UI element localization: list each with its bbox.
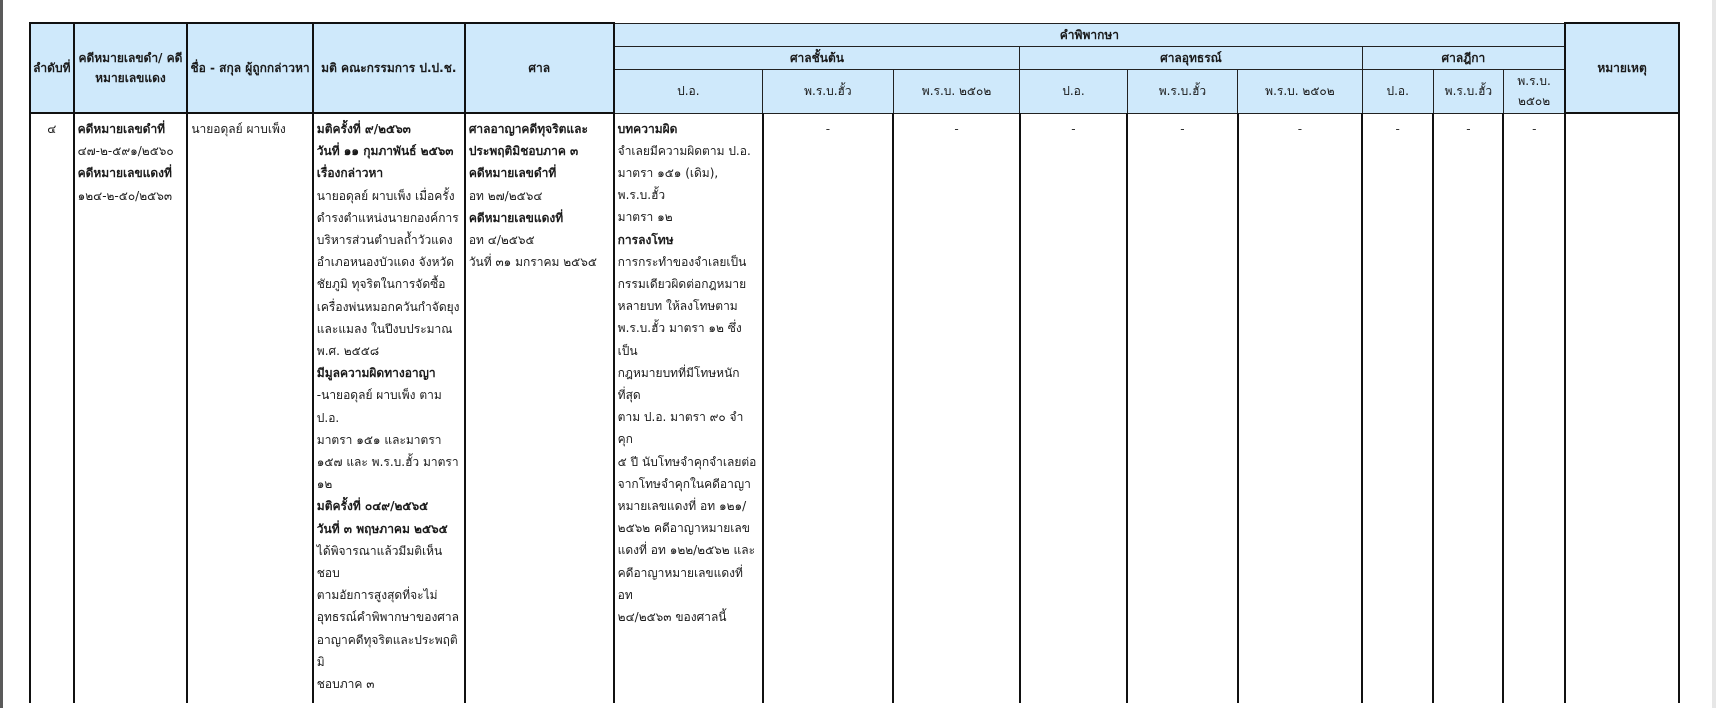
court-red-label: คดีหมายเลขแดงที่ bbox=[468, 210, 564, 225]
header-no: ลำดับที่ bbox=[30, 23, 74, 113]
header-appeal-criminal-code: ป.อ. bbox=[1020, 69, 1127, 113]
header-appeal-bid-act: พ.ร.บ.ฮั้ว bbox=[1127, 69, 1238, 113]
black-case-value: ๔๗-๒-๕๙๑/๒๕๖๐ bbox=[77, 144, 174, 159]
subject-line: พ.ศ. ๒๕๕๘ bbox=[316, 344, 380, 359]
row-case-number bbox=[74, 113, 188, 703]
header-first-act-2502: พ.ร.บ. ๒๕๐๒ bbox=[893, 69, 1020, 113]
court-name-line: ประพฤติมิชอบภาค ๓ bbox=[468, 144, 579, 159]
header-nacc-resolution: มติ คณะกรรมการ ป.ป.ช. bbox=[313, 23, 465, 113]
row-supreme-bid-act: - bbox=[1433, 113, 1503, 703]
subject-line: อำเภอหนองบัวแดง จังหวัด bbox=[316, 255, 455, 270]
row-remark bbox=[1565, 113, 1679, 703]
resolution-2-date: วันที่ ๓ พฤษภาคม ๒๕๖๕ bbox=[316, 521, 448, 536]
penalty-line: ๕ ปี นับโทษจำคุกจำเลยต่อ bbox=[617, 454, 757, 469]
header-first-bid-act: พ.ร.บ.ฮั้ว bbox=[763, 69, 894, 113]
offense-line: จำเลยมีความผิดตาม ป.อ. bbox=[617, 143, 751, 158]
penalty-line: คดีอาญาหมายเลขแดงที่ อท bbox=[617, 565, 743, 602]
header-case-number: คดีหมายเลขดำ/ คดีหมายเลขแดง bbox=[74, 23, 188, 113]
subject-line: ชัยภูมิ ทุจริตในการจัดซื้อ bbox=[316, 277, 446, 292]
row-court bbox=[465, 113, 614, 703]
header-appeal-act-2502: พ.ร.บ. ๒๕๐๒ bbox=[1238, 69, 1362, 113]
header-court: ศาล bbox=[465, 23, 614, 113]
guilt-line: ๑๒ bbox=[316, 477, 333, 492]
row-no: ๔ bbox=[30, 113, 74, 703]
header-first-criminal-code: ป.อ. bbox=[614, 69, 763, 113]
header-judgment: คำพิพากษา bbox=[614, 23, 1565, 46]
row-supreme-act-2502: - bbox=[1503, 113, 1565, 703]
penalty-line: กฎหมายบทที่มีโทษหนักที่สุด bbox=[617, 365, 740, 402]
guilt-line: มาตรา ๑๕๑ และมาตรา bbox=[316, 432, 442, 447]
row-supreme-criminal-code: - bbox=[1362, 113, 1433, 703]
subject-line: นายอดุลย์ ผาบเพ็ง เมื่อครั้ง bbox=[316, 188, 455, 203]
header-supreme-act-2502: พ.ร.บ. ๒๕๐๒ bbox=[1503, 69, 1565, 113]
red-case-value: ๑๒๔-๒-๕๐/๒๕๖๓ bbox=[77, 188, 173, 203]
offense-line: มาตรา ๑๒ bbox=[617, 210, 673, 225]
penalty-line: การกระทำของจำเลยเป็น bbox=[617, 254, 747, 269]
row-appeal-criminal-code: - bbox=[1020, 113, 1127, 703]
row-nacc-resolution bbox=[313, 113, 465, 703]
row-appeal-act-2502: - bbox=[1238, 113, 1362, 703]
black-case-label: คดีหมายเลขดำที่ bbox=[77, 122, 166, 136]
guilt-line: -นายอดุลย์ ผาบเพ็ง ตาม ป.อ. bbox=[316, 388, 442, 425]
resolution-2-line: ตามอัยการสูงสุดที่จะไม่ bbox=[316, 588, 438, 603]
penalty-line: พ.ร.บ.ฮั้ว มาตรา ๑๒ ซึ่งเป็น bbox=[617, 321, 742, 358]
court-black-label: คดีหมายเลขดำที่ bbox=[468, 166, 557, 181]
penalty-line: หลายบท ให้ลงโทษตาม bbox=[617, 299, 738, 314]
penalty-line: หมายเลขแดงที่ อท ๑๒๑/ bbox=[617, 498, 747, 513]
penalty-line: แดงที่ อท ๑๒๒/๒๕๖๒ และ bbox=[617, 543, 756, 558]
header-remark: หมายเหตุ bbox=[1565, 23, 1679, 113]
guilt-line: ๑๕๗ และ พ.ร.บ.ฮั้ว มาตรา bbox=[316, 455, 459, 470]
judgment-table bbox=[29, 22, 1680, 703]
row-accused-name: นายอดุลย์ ผาบเพ็ง bbox=[187, 113, 312, 703]
subject-line: ดำรงตำแหน่งนายกองค์การ bbox=[316, 210, 459, 225]
penalty-line: กรรมเดียวผิดต่อกฎหมาย bbox=[617, 276, 747, 291]
court-name-line: ศาลอาญาคดีทุจริตและ bbox=[468, 122, 588, 136]
court-date: วันที่ ๓๑ มกราคม ๒๕๖๕ bbox=[468, 255, 597, 270]
offense-label: บทความผิด bbox=[617, 121, 678, 136]
penalty-label: การลงโทษ bbox=[617, 232, 674, 247]
header-supreme-criminal-code: ป.อ. bbox=[1362, 69, 1433, 113]
resolution-2-line: อุทธรณ์คำพิพากษาของศาล bbox=[316, 610, 460, 625]
table-row bbox=[30, 113, 1679, 703]
resolution-2-title: มติครั้งที่ ๐๔๙/๒๕๖๕ bbox=[316, 499, 429, 514]
resolution-2-line: อาญาคดีทุจริตและประพฤติมิ bbox=[316, 632, 458, 669]
court-red-value: อท ๔/๒๕๖๕ bbox=[468, 233, 535, 248]
penalty-line: จากโทษจำคุกในคดีอาญา bbox=[617, 476, 751, 491]
row-first-act-2502: - bbox=[893, 113, 1020, 703]
penalty-line: ๒๕๖๒ คดีอาญาหมายเลข bbox=[617, 521, 750, 536]
header-first-court: ศาลชั้นต้น bbox=[614, 46, 1020, 69]
court-black-value: อท ๒๗/๒๕๖๔ bbox=[468, 188, 543, 203]
subject-label: เรื่องกล่าวหา bbox=[316, 166, 384, 181]
row-first-bid-act: - bbox=[763, 113, 894, 703]
subject-line: เครื่องพ่นหมอกควันกำจัดยุง bbox=[316, 299, 460, 314]
guilt-label: มีมูลความผิดทางอาญา bbox=[316, 366, 436, 381]
penalty-line: ตาม ป.อ. มาตรา ๙๐ จำคุก bbox=[617, 410, 744, 447]
subject-line: บริหารส่วนตำบลถ้ำวัวแดง bbox=[316, 233, 453, 248]
resolution-1-date: วันที่ ๑๑ กุมภาพันธ์ ๒๕๖๓ bbox=[316, 144, 454, 159]
subject-line: และแมลง ในปีงบประมาณ bbox=[316, 321, 453, 336]
red-case-label: คดีหมายเลขแดงที่ bbox=[77, 166, 172, 181]
row-first-criminal-code bbox=[614, 113, 763, 703]
header-supreme-bid-act: พ.ร.บ.ฮั้ว bbox=[1433, 69, 1503, 113]
penalty-line: ๒๔/๒๕๖๓ ของศาลนี้ bbox=[617, 609, 727, 624]
offense-line: มาตรา ๑๕๑ (เดิม), พ.ร.บ.ฮั้ว bbox=[617, 165, 719, 203]
resolution-1-title: มติครั้งที่ ๙/๒๕๖๓ bbox=[316, 122, 411, 136]
header-appeal-court: ศาลอุทธรณ์ bbox=[1020, 46, 1362, 69]
header-accused-name: ชื่อ - สกุล ผู้ถูกกล่าวหา bbox=[187, 23, 312, 113]
row-appeal-bid-act: - bbox=[1127, 113, 1238, 703]
resolution-2-line: ได้พิจารณาแล้วมีมติเห็นชอบ bbox=[316, 543, 443, 581]
resolution-2-line: ชอบภาค ๓ bbox=[316, 677, 375, 692]
header-supreme-court: ศาลฎีกา bbox=[1362, 46, 1565, 69]
